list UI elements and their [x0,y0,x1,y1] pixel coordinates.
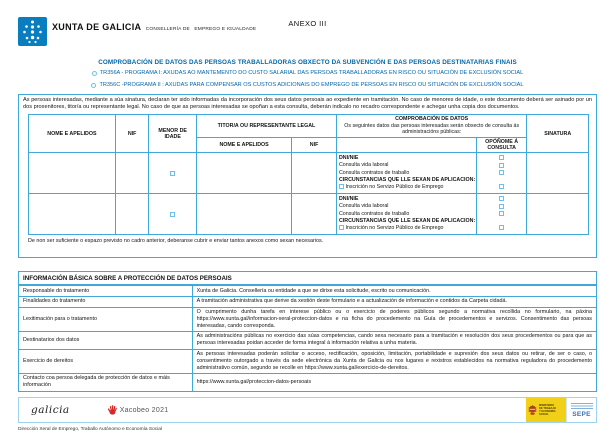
comprobacion-items-cell [336,194,476,235]
privacy-value: As persoas interesadas poderán solicitar o acceso, rectificación, oposición, limitación, portabilidade e supresión dos seus datos ou retirar, de ser o caso, o consentimento outorgado a través da sede electrónica da Xunta de Galicia ou nos lugares e rexistros establecidos na normativa reguladora do procedemento administrativo común, segundo se recolle en https://www.xunta.gal/exercicio-de-dereitos. [192,349,596,373]
privacy-value: https://www.xunta.gal/proteccion-datos-persoais [192,373,596,390]
item-contratos: Consulta contratos de traballo [338,210,410,217]
xacobeo-label: Xacobeo 2021 [119,406,169,414]
worker-row [29,153,589,194]
nome-cell[interactable] [29,194,116,235]
footer-bar [18,397,597,423]
oponome-cell [476,153,526,194]
col-header-nome: NOME E APELIDOS [29,115,116,153]
privacy-table [19,285,596,391]
conselleria-line1: CONSELLERÍA DE [145,27,190,32]
option-label-tr356c: TR356C -PROGRAMA II : AXUDAS PARA COMPENSAR OS CUSTOS ADICIONAIS DO EMPREGO DE PERSOAS EN RISCO OU SITUACIÓN DE EXCLUSIÓN SOCIAL [99,82,524,88]
privacy-label: Finalidades do tratamento [19,296,192,307]
spain-coat-of-arms-icon [528,405,537,416]
item-vida-laboral: Consulta vida laboral [338,203,389,210]
nome-cell[interactable] [29,153,116,194]
item-inscricion [337,225,476,232]
sepe-stripes-icon [571,403,593,410]
oppose-dni-checkbox[interactable] [499,155,504,160]
item-inscricion [337,184,476,191]
privacy-row [19,349,596,373]
form-title: COMPROBACIÓN DE DATOS DAS PERSOAS TRABALLADORAS OBXECTO DA SUBVENCIÓN E DAS PERSOAS DESTINATARIAS FINAIS [98,59,517,66]
titor-nif-cell[interactable] [292,153,337,194]
xacobeo-logo [108,405,169,415]
oppose-contratos-checkbox[interactable] [499,170,504,175]
comprobacion-title: COMPROBACIÓN DE DATOS [395,116,469,123]
col-header-titor-nif: NIF [292,137,337,153]
privacy-row [19,373,596,390]
menor-cell [149,153,197,194]
privacy-label: Responsable do tratamento [19,286,192,297]
titor-nome-cell[interactable] [196,153,291,194]
nif-cell[interactable] [115,153,149,194]
privacy-title: INFORMACIÓN BÁSICA SOBRE A PROTECCIÓN DE DATOS PERSOAIS [19,272,596,285]
circunstancias-title: CIRCUNSTANCIAS QUE LLE SEXAN DE APLICACIÓN: [338,218,476,225]
privacy-value: A tramitación administrativa que derive da xestión deste formulario e a actualización de información e contidos da Carpeta cidadá. [192,296,596,307]
page-header [18,17,597,53]
menor-checkbox[interactable] [170,212,175,217]
menor-cell [149,194,197,235]
oppose-vida-checkbox[interactable] [499,163,504,168]
item-dni: DNI/NIE [338,196,359,203]
privacy-label: Destinatarios dos datos [19,331,192,349]
program-option-tr356a[interactable] [0,70,615,76]
oponome-cell [476,194,526,235]
col-header-menor: MENOR DE IDADE [149,115,197,153]
oppose-inscricion-checkbox[interactable] [499,225,504,230]
consent-box [18,94,597,258]
insufficient-space-note: De non ser suficiente o espazo previsto no cadro anterior, deberanse cubrir e enviar tantos anexos como sexan necesarios. [28,238,324,245]
item-dni: DNI/NIE [338,155,359,162]
xacobeo-hand-icon [108,405,117,415]
privacy-label: Exercicio de dereitos [19,349,192,373]
inscricion-checkbox[interactable] [339,225,344,230]
col-header-nif: NIF [115,115,149,153]
nif-cell[interactable] [115,194,149,235]
sepe-logo [566,398,596,422]
privacy-label: Contacto coa persoa delegada de protección de datos e máis información [19,373,192,390]
oppose-contratos-checkbox[interactable] [499,211,504,216]
privacy-label: Lexitimación para o tratamento [19,307,192,331]
consent-intro-text: As persoas interesadas, mediante a súa sinatura, declaran ter sido informadas da incorporación dos seus datos persoais ao expediente en tramitación. No caso de menores de idade, o este documento deberá ser asinado por un dos proxenitores, titor/a ou representante legal. No caso de que as persoas interesadas se opoñan a esta consulta, deberán indicalo no recadro correspondente e achegar unha copia dos documentos. [23,97,592,111]
department-line: Dirección Xeral de Emprego, Traballo Autónomo e Economía Social [18,427,162,432]
privacy-value: Xunta de Galicia. Consellería ou entidade a que se dirixe esta solicitude, escrito ou comunicación. [192,286,596,297]
item-vida-laboral: Consulta vida laboral [338,162,389,169]
worker-row [29,194,589,235]
oppose-inscricion-checkbox[interactable] [499,184,504,189]
annex-label: ANEXO III [288,19,327,28]
oppose-dni-checkbox[interactable] [499,196,504,201]
program-option-tr356c[interactable] [0,82,615,88]
inscricion-checkbox[interactable] [339,184,344,189]
privacy-value: O cumprimento dunha tarefa en interese público ou o exercicio de poderes públicos segundo a normativa recollida no formulario, na páxina https://www.xunta.gal/informacion-xeral-proteccion-datos e na ficha do procedemento na Guía de procedementos e servizos. Consentimento das persoas interesadas, cando corresponda. [192,307,596,331]
col-header-titor: TITOR/A OU REPRESENTANTE LEGAL [196,115,336,137]
item-contratos: Consulta contratos de traballo [338,169,410,176]
col-header-empty [336,137,476,153]
sinatura-cell[interactable] [527,153,589,194]
privacy-box [18,271,597,392]
privacy-row [19,296,596,307]
option-label-tr356a: TR356A - PROGRAMA I: AXUDAS AO MANTEMENTO DO CUSTO SALARIAL DAS PERSOAS TRABALLADORAS EN RISCO OU SITUACIÓN DE EXCLUSIÓN SOCIAL [99,70,524,76]
galicia-logo: galicia [31,404,70,416]
privacy-row [19,286,596,297]
inscricion-label: Inscrición no Servizo Público de Emprego [345,184,444,191]
privacy-row [19,331,596,349]
radio-tr356a[interactable] [92,71,97,76]
privacy-row [19,307,596,331]
workers-table [28,114,589,235]
circunstancias-title: CIRCUNSTANCIAS QUE LLE SEXAN DE APLICACIÓN: [338,177,476,184]
col-header-oponome: OPÓÑOME Á CONSULTA [476,137,526,153]
inscricion-label: Inscrición no Servizo Público de Emprego [345,225,444,232]
government-logos [526,398,596,422]
radio-tr356c[interactable] [91,83,96,88]
col-header-comprobacion [336,115,526,137]
oppose-vida-checkbox[interactable] [499,204,504,209]
comprobacion-subtitle: Os seguintes datos das persoas interesadas serán obxecto de consulta ás administracións públicas: [344,122,520,136]
ministry-text: MINISTERIO DE TRABAJO Y ECONOMÍA SOCIAL [539,404,556,416]
org-name: XUNTA DE GALICIA [52,22,142,32]
titor-nif-cell[interactable] [292,194,337,235]
col-header-titor-nome: NOME E APELIDOS [196,137,291,153]
comprobacion-items-cell [336,153,476,194]
ministry-logo [526,398,566,422]
menor-checkbox[interactable] [170,171,175,176]
titor-nome-cell[interactable] [196,194,291,235]
col-header-sinatura: SINATURA [527,115,589,153]
sinatura-cell[interactable] [527,194,589,235]
privacy-value: As administracións públicas no exercicio das súas competencias, cando sexa necesario para a tramitación e resolución dos seus procedementos ou para que as persoas interesadas poidan acceder de forma integral á información relativa a unha materia. [192,331,596,349]
sepe-label: SEPE [572,410,591,418]
conselleria-line2: EMPREGO E IGUALDADE [194,27,257,32]
